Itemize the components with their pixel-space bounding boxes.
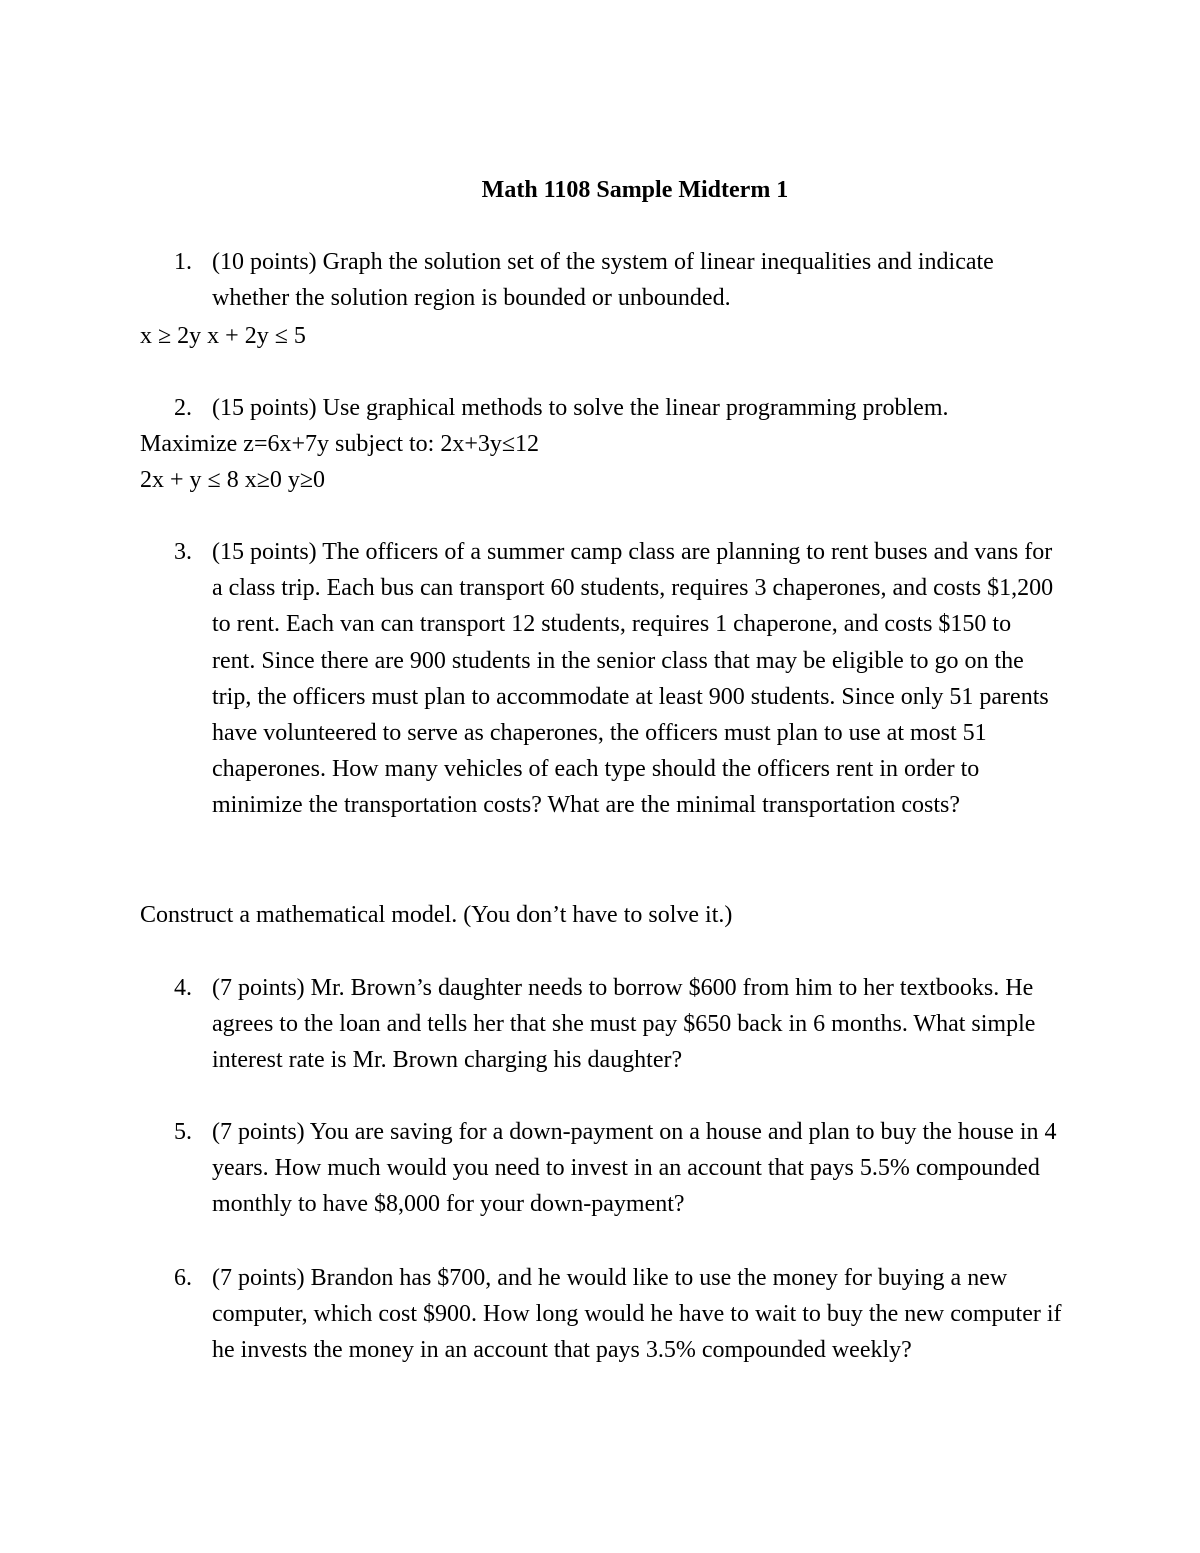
question-text: (10 points) Graph the solution set of the system of linear inequalities and indicate whether the solution region is bounded or unbounded. bbox=[212, 249, 994, 312]
question-2-objective: Maximize z=6x+7y subject to: 2x+3y≤12 bbox=[140, 431, 540, 457]
question-1 bbox=[140, 244, 1100, 316]
question-text: (15 points) Use graphical methods to solve the linear programming problem. bbox=[212, 395, 949, 421]
question-4 bbox=[140, 970, 1100, 1079]
question-number: 4. bbox=[174, 975, 192, 1001]
question-text: (7 points) Brandon has $700, and he would like to use the money for buying a new computer, which cost $900. How long would he have to wait to buy the new computer if he invests the money in an account that pays 3.5% compounded weekly? bbox=[212, 1265, 1062, 1364]
question-number: 5. bbox=[174, 1119, 192, 1145]
question-text: (7 points) You are saving for a down-payment on a house and plan to buy the house in 4 years. How much would you need to invest in an account that pays 5.5% compounded monthly to have $8,000 for your down-payment? bbox=[212, 1119, 1057, 1218]
question-text: (7 points) Mr. Brown’s daughter needs to borrow $600 from him to her textbooks. He agrees to the loan and tells her that she must pay $650 back in 6 months. What simple interest rate is Mr. Brown charging his daughter? bbox=[212, 975, 1036, 1074]
question-number: 1. bbox=[174, 249, 192, 275]
question-1-inequalities: x ≥ 2y x + 2y ≤ 5 bbox=[140, 323, 306, 349]
question-number: 3. bbox=[174, 539, 192, 565]
question-5 bbox=[140, 1114, 1100, 1223]
question-3-instruction: Construct a mathematical model. (You don’t have to solve it.) bbox=[140, 902, 733, 928]
question-2 bbox=[140, 390, 1100, 426]
question-text: (15 points) The officers of a summer camp class are planning to rent buses and vans for a class trip. Each bus can transport 60 students, requires 3 chaperones, and costs $1,200 to rent. Each van can transport 12 students, requires 1 chaperone, and costs $150 to rent. Since there are 900 students in the senior class that may be eligible to go on the trip, the officers must plan to accommodate at least 900 students. Since only 51 parents have volunteered to serve as chaperones, the officers must plan to use at most 51 chaperones. How many vehicles of each type should the officers rent in order to minimize the transportation costs? What are the minimal transportation costs? bbox=[212, 539, 1054, 819]
question-number: 6. bbox=[174, 1265, 192, 1291]
question-2-constraints: 2x + y ≤ 8 x≥0 y≥0 bbox=[140, 467, 326, 493]
question-3 bbox=[140, 534, 1100, 824]
question-6 bbox=[140, 1260, 1100, 1369]
document-title: Math 1108 Sample Midterm 1 bbox=[481, 177, 789, 203]
question-number: 2. bbox=[174, 395, 192, 421]
